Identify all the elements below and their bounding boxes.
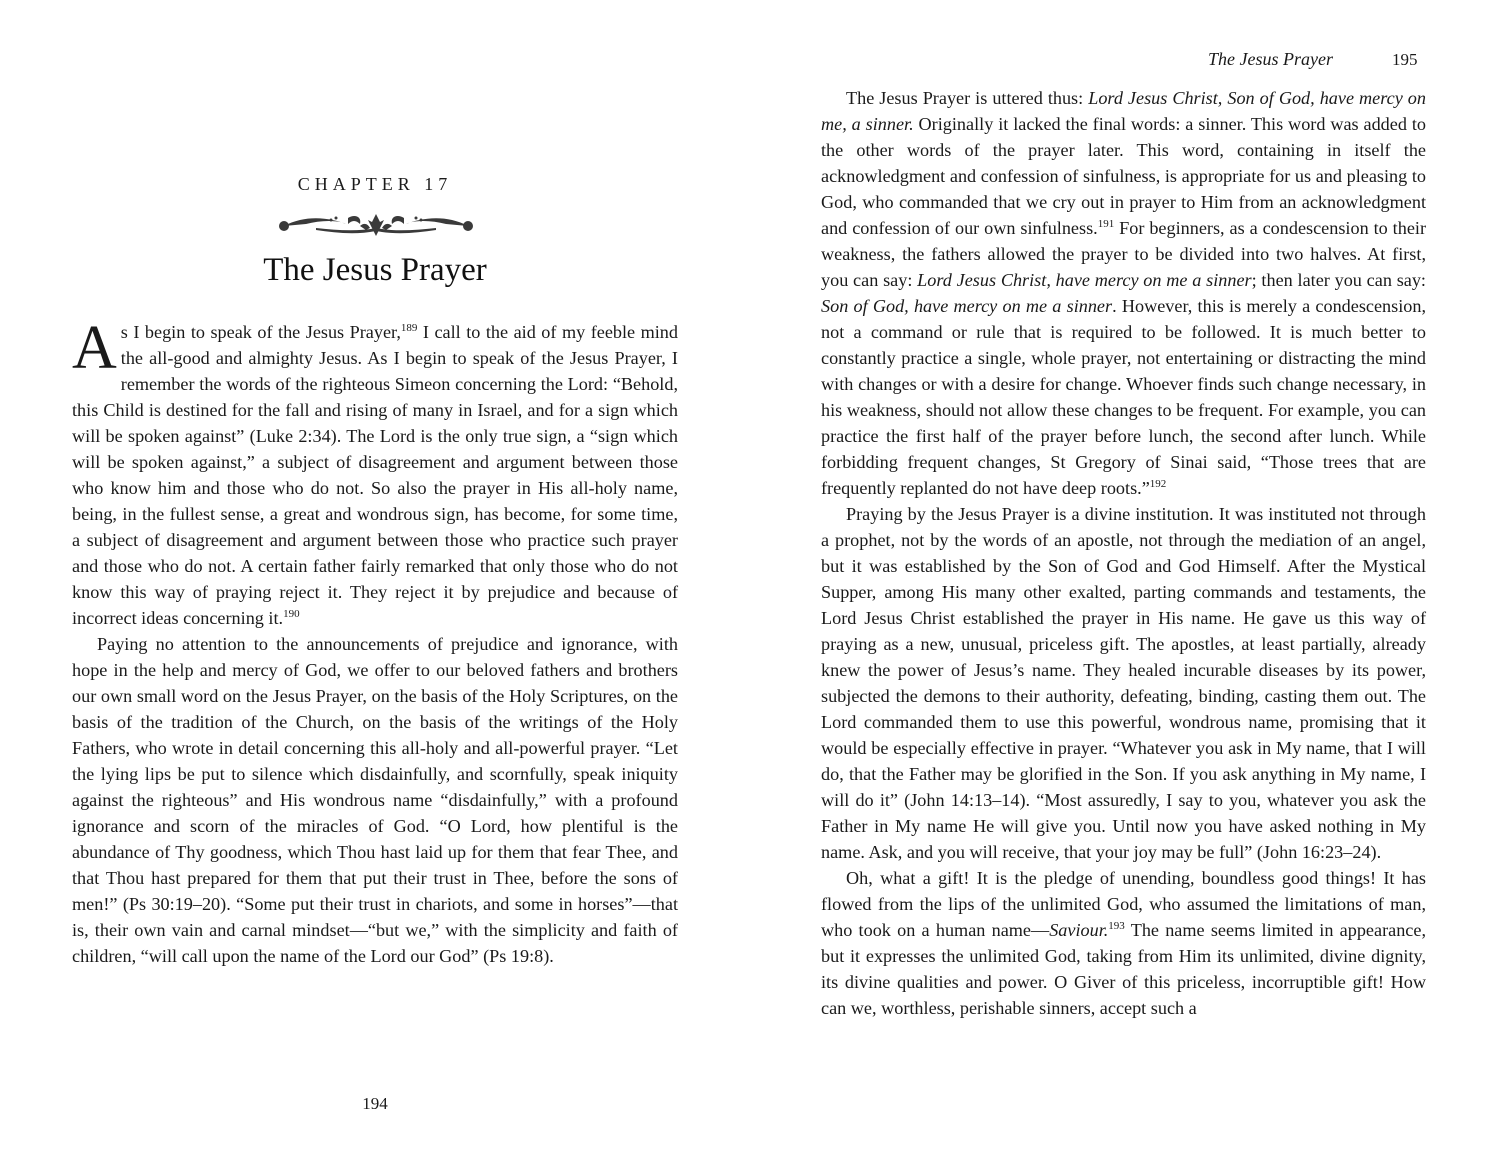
paragraph <box>821 501 1426 865</box>
footnote-marker[interactable]: 193 <box>1108 919 1125 932</box>
italic-text: Lord Jesus Christ, have mercy on me a sinner <box>917 270 1252 290</box>
text-run: s I begin to speak of the Jesus Prayer, <box>120 322 401 342</box>
paragraph <box>821 85 1426 501</box>
footnote-marker[interactable]: 192 <box>1149 477 1167 490</box>
text-run: The Jesus Prayer is uttered thus: <box>846 88 1089 108</box>
footnote-marker[interactable]: 191 <box>1097 217 1115 230</box>
text-run: Praying by the Jesus Prayer is a divine institution. It was instituted not through a prophet, not by the words of an apostle, not through the mediation of an angel, but it was established by the Son of God and God Himself. After the Mystical Supper, among His many other exalted, parting commands and testaments, the Lord Jesus Christ established the prayer in His name. He gave us this way of praying as a new, unusual, priceless gift. The apostles, at least partially, already knew the power of Jesus’s name. They healed incurable diseases by its power, subjected the demons to their authority, defeating, binding, casting them out. The Lord commanded them to use this powerful, wondrous name, promising that it would be especially effective in prayer. “Whatever you ask in My name, that I will do, that the Father may be glorified in the Son. If you ask anything in My name, I will do it” (John 14:13–14). “Most assuredly, I say to you, whatever you ask the Father in My name He will give you. Until now you have asked nothing in My name. Ask, and you will receive, that your joy may be full” (John 16:23–24). <box>821 504 1426 862</box>
text-run: ; then later you can say: <box>1251 270 1426 290</box>
text-run: The name seems limited in appearance, but it expresses the unlimited God, taking from Him its unlimited, divine dignity, its divine qualities and power. O Giver of this priceless, incorruptible gift! How can we, worthless, perishable sinners, accept such a <box>821 920 1426 1018</box>
text-run: Oh, what a gift! It is the pledge of unending, boundless good things! It has flowed from the lips of the unlimited God, who assumed the limitations of man, who took on a human name— <box>821 868 1426 940</box>
footnote-marker[interactable]: 190 <box>283 607 300 620</box>
italic-text: Lord Jesus Christ, Son of God, have mercy on me, a sinner. <box>821 88 1426 134</box>
text-run: Originally it lacked the final words: a sinner. This word was added to the other words of the prayer later. This word, containing in itself the acknowledgment and confession of sinfulness, is appropriate for us and pleasing to God, who commanded that we cry out in prayer to Him from an acknowledgment and confession of our own sinfulness. <box>821 114 1426 238</box>
paragraph <box>72 631 678 969</box>
page-number-left: 194 <box>362 1094 388 1113</box>
running-head: The Jesus Prayer <box>1208 49 1333 69</box>
italic-text: Saviour. <box>1049 920 1109 940</box>
left-body-text <box>72 314 678 969</box>
italic-text: Son of God, have mercy on me a sinner <box>821 296 1113 316</box>
drop-cap: A <box>72 314 117 382</box>
paragraph <box>821 865 1426 1021</box>
text-run: Paying no attention to the announcements of prejudice and ignorance, with hope in the help and mercy of God, we offer to our beloved fathers and brothers our own small word on the Jesus Prayer, on the basis of the Holy Scriptures, on the basis of the tradition of the Church, on the basis of the writings of the Holy Fathers, who wrote in detail concerning this all-holy and all-powerful prayer. “Let the lying lips be put to silence which disdainfully, and scornfully, speak iniquity against the righteous” and His wondrous name “disdainfully,” with a profound ignorance and scorn of the miracles of God. “O Lord, how plentiful is the abundance of Thy goodness, which Thou hast laid up for them that fear Thee, and that Thou hast prepared for them that put their trust in Thee, before the sons of men!” (Ps 30:19–20). “Some put their trust in chariots, and some in horses”—that is, their own vain and carnal mindset—“but we,” with the simplicity and faith of children, “will call upon the name of the Lord our God” (Ps 19:8). <box>72 634 678 966</box>
text-run: . However, this is merely a condescension, not a command or rule that is required to be followed. It is much better to constantly practice a single, whole prayer, not entertaining or distracting the mind with changes or with a desire for change. Whoever finds such change necessary, in his weakness, should not allow these changes to be frequent. For example, you can practice the first half of the prayer before lunch, the second after lunch. While forbidding frequent changes, St Gregory of Sinai said, “Those trees that are frequently replanted do not have deep roots.” <box>821 296 1427 498</box>
footnote-marker[interactable]: 189 <box>400 321 418 334</box>
chapter-title: The Jesus Prayer <box>263 252 487 288</box>
chapter-label: CHAPTER 17 <box>297 174 453 194</box>
text-run: For beginners, as a condescension to their weakness, the fathers allowed the prayer to be divided into two halves. At first, you can say: <box>821 218 1427 290</box>
text-run: I call to the aid of my feeble mind the all-good and almighty Jesus. As I begin to speak of the Jesus Prayer, I remember the words of the righteous Simeon concerning the Lord: “Behold, this Child is destined for the fall and rising of many in Israel, and for a sign which will be spoken against” (Luke 2:34). The Lord is the only true sign, a “sign which will be spoken against,” a subject of disagreement and argument between those who know him and those who do not. So also the prayer in His all-holy name, being, in the fullest sense, a great and wondrous sign, has become, for some time, a subject of disagreement and argument between those who practice such prayer and those who do not. A certain father fairly remarked that only those who do not know this way of praying reject it. They reject it by prejudice and because of incorrect ideas concerning it. <box>72 322 678 628</box>
right-body-text <box>821 85 1426 1021</box>
page-number-right: 195 <box>1392 50 1418 69</box>
flourish-ornament-icon <box>276 210 476 240</box>
right-page <box>750 0 1500 1153</box>
paragraph <box>72 314 678 631</box>
